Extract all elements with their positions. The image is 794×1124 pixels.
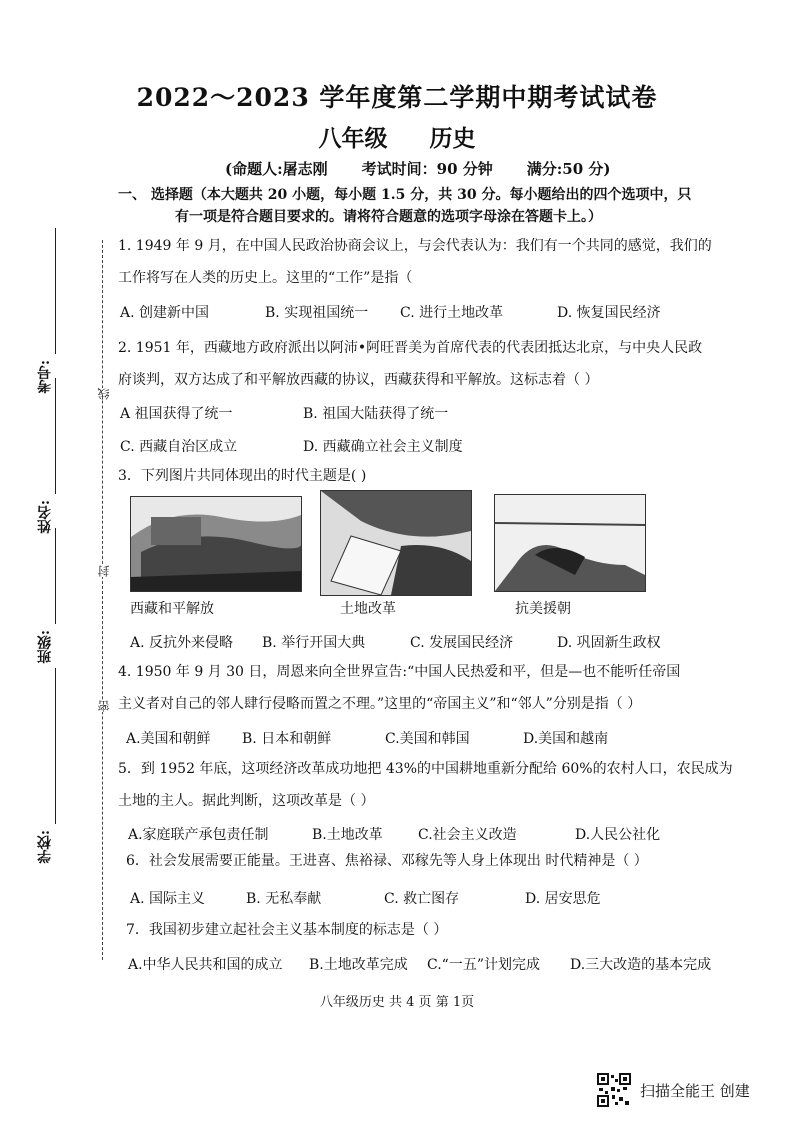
duration-label: 考试时间：90 分钟 bbox=[361, 160, 493, 178]
scanner-watermark: 扫描全能王 创建 bbox=[640, 1082, 750, 1100]
q2-option-c[interactable]: C. 西藏自治区成立 bbox=[120, 439, 238, 455]
q3-option-a[interactable]: A. 反抗外来侵略 bbox=[130, 635, 234, 651]
page-footer: 八年级历史 共 4 页 第 1页 bbox=[319, 995, 475, 1010]
subject-label: 历史 bbox=[429, 125, 476, 152]
school-blank[interactable] bbox=[55, 668, 56, 824]
q3-option-b[interactable]: B. 举行开国大典 bbox=[262, 635, 366, 651]
q6-option-a[interactable]: A. 国际主义 bbox=[130, 891, 206, 907]
binding-cut-line bbox=[102, 240, 103, 960]
q2-option-d[interactable]: D. 西藏确立社会主义制度 bbox=[303, 439, 463, 455]
q5-text-2: 土地的主人。据此判断，这项改革是（ ） bbox=[118, 793, 375, 809]
q7-option-b[interactable]: B.土地改革完成 bbox=[309, 957, 408, 973]
q3-option-c[interactable]: C. 发展国民经济 bbox=[410, 635, 514, 651]
school-label: 学校: bbox=[37, 830, 53, 864]
q4-text-1: 4. 1950 年 9 月 30 日，周恩来向全世界宣告:“中国人民热爱和平，但是—也不能听任帝国 bbox=[118, 664, 681, 680]
section-heading-cont: 有一项是符合题目要求的。请将符合题意的选项字母涂在答题卡上。） bbox=[175, 209, 602, 225]
caption-land-reform: 土地改革 bbox=[340, 601, 396, 617]
q4-option-d[interactable]: D.美国和越南 bbox=[523, 731, 609, 747]
q2-option-a[interactable]: A 祖国获得了统一 bbox=[120, 406, 233, 422]
class-blank[interactable] bbox=[55, 528, 56, 624]
qr-code-icon bbox=[597, 1073, 631, 1107]
author-label: (命题人:屠志刚 bbox=[225, 160, 328, 178]
q2-option-b[interactable]: B. 祖国大陆获得了统一 bbox=[303, 406, 449, 422]
cut-mark-secret: 密 bbox=[97, 700, 111, 712]
q4-text-2: 主义者对自己的邻人肆行侵略而置之不理。”这里的“帝国主义”和“邻人”分别是指（ ） bbox=[118, 696, 642, 712]
q5-option-a[interactable]: A.家庭联产承包责任制 bbox=[128, 827, 269, 843]
exam-subtitle bbox=[0, 120, 794, 153]
q1-text-1: 1. 1949 年 9 月，在中国人民政治协商会议上，与会代表认为：我们有一个共同的感觉，我们的 bbox=[118, 238, 712, 254]
exam-number-blank[interactable] bbox=[55, 228, 56, 354]
exam-number-label: 考号: bbox=[37, 360, 53, 394]
q6-option-b[interactable]: B. 无私奉献 bbox=[246, 891, 322, 907]
exam-title: 2022～2023 学年度第二学期中期考试试卷 bbox=[136, 83, 658, 112]
q5-option-d[interactable]: D.人民公社化 bbox=[575, 827, 661, 843]
q7-option-c[interactable]: C.“一五”计划完成 bbox=[427, 957, 540, 973]
tibet-liberation-photo bbox=[130, 496, 302, 592]
q5-option-c[interactable]: C.社会主义改造 bbox=[418, 827, 517, 843]
q4-option-b[interactable]: B. 日本和朝鲜 bbox=[242, 731, 332, 747]
q7-option-d[interactable]: D.三大改造的基本完成 bbox=[570, 957, 712, 973]
q5-text-1: 5．到 1952 年底，这项经济改革成功地把 43%的中国耕地重新分配给 60%的农村人口，农民成为 bbox=[118, 761, 733, 777]
q1-option-b[interactable]: B. 实现祖国统一 bbox=[265, 305, 369, 321]
q4-option-a[interactable]: A.美国和朝鲜 bbox=[126, 731, 211, 747]
q3-text-1: 3．下列图片共同体现出的时代主题是( ) bbox=[118, 468, 367, 484]
class-label: 班级: bbox=[37, 630, 53, 664]
q6-option-c[interactable]: C. 救亡图存 bbox=[384, 891, 460, 907]
q4-option-c[interactable]: C.美国和韩国 bbox=[385, 731, 470, 747]
q7-text-1: 7．我国初步建立起社会主义基本制度的标志是（ ） bbox=[126, 922, 448, 938]
cut-mark-line: 线 bbox=[97, 388, 111, 400]
section-heading: 一、 选择题（本大题共 20 小题，每小题 1.5 分，共 30 分。每小题给出的四个选项中，只 bbox=[118, 187, 692, 203]
exam-meta bbox=[225, 158, 610, 179]
grade-label: 八年级 bbox=[318, 125, 388, 152]
q2-text-1: 2. 1951 年，西藏地方政府派出以阿沛•阿旺晋美为首席代表的代表团抵达北京，与中央人民政 bbox=[118, 340, 703, 356]
name-label: 姓名: bbox=[37, 500, 53, 534]
cut-mark-seal: 封 bbox=[97, 565, 111, 577]
resist-america-aid-korea-photo bbox=[494, 494, 646, 592]
q7-option-a[interactable]: A.中华人民共和国的成立 bbox=[128, 957, 283, 973]
q3-option-d[interactable]: D. 巩固新生政权 bbox=[557, 635, 661, 651]
q2-text-2: 府谈判，双方达成了和平解放西藏的协议，西藏获得和平解放。这标志着（ ） bbox=[118, 372, 599, 388]
q1-option-d[interactable]: D. 恢复国民经济 bbox=[557, 305, 661, 321]
q1-text-2: 工作将写在人类的历史上。这里的“工作”是指（ bbox=[118, 270, 413, 286]
name-blank[interactable] bbox=[55, 378, 56, 494]
score-label: 满分:50 分) bbox=[526, 160, 611, 178]
q5-option-b[interactable]: B.土地改革 bbox=[312, 827, 383, 843]
q6-option-d[interactable]: D. 居安思危 bbox=[525, 891, 601, 907]
caption-korea: 抗美援朝 bbox=[515, 601, 571, 617]
land-reform-photo bbox=[320, 490, 472, 596]
caption-tibet: 西藏和平解放 bbox=[130, 601, 214, 617]
q6-text-1: 6．社会发展需要正能量。王进喜、焦裕禄、邓稼先等人身上体现出 时代精神是（ ） bbox=[126, 853, 648, 869]
q1-option-c[interactable]: C. 进行土地改革 bbox=[400, 305, 504, 321]
q1-option-a[interactable]: A. 创建新中国 bbox=[120, 305, 210, 321]
